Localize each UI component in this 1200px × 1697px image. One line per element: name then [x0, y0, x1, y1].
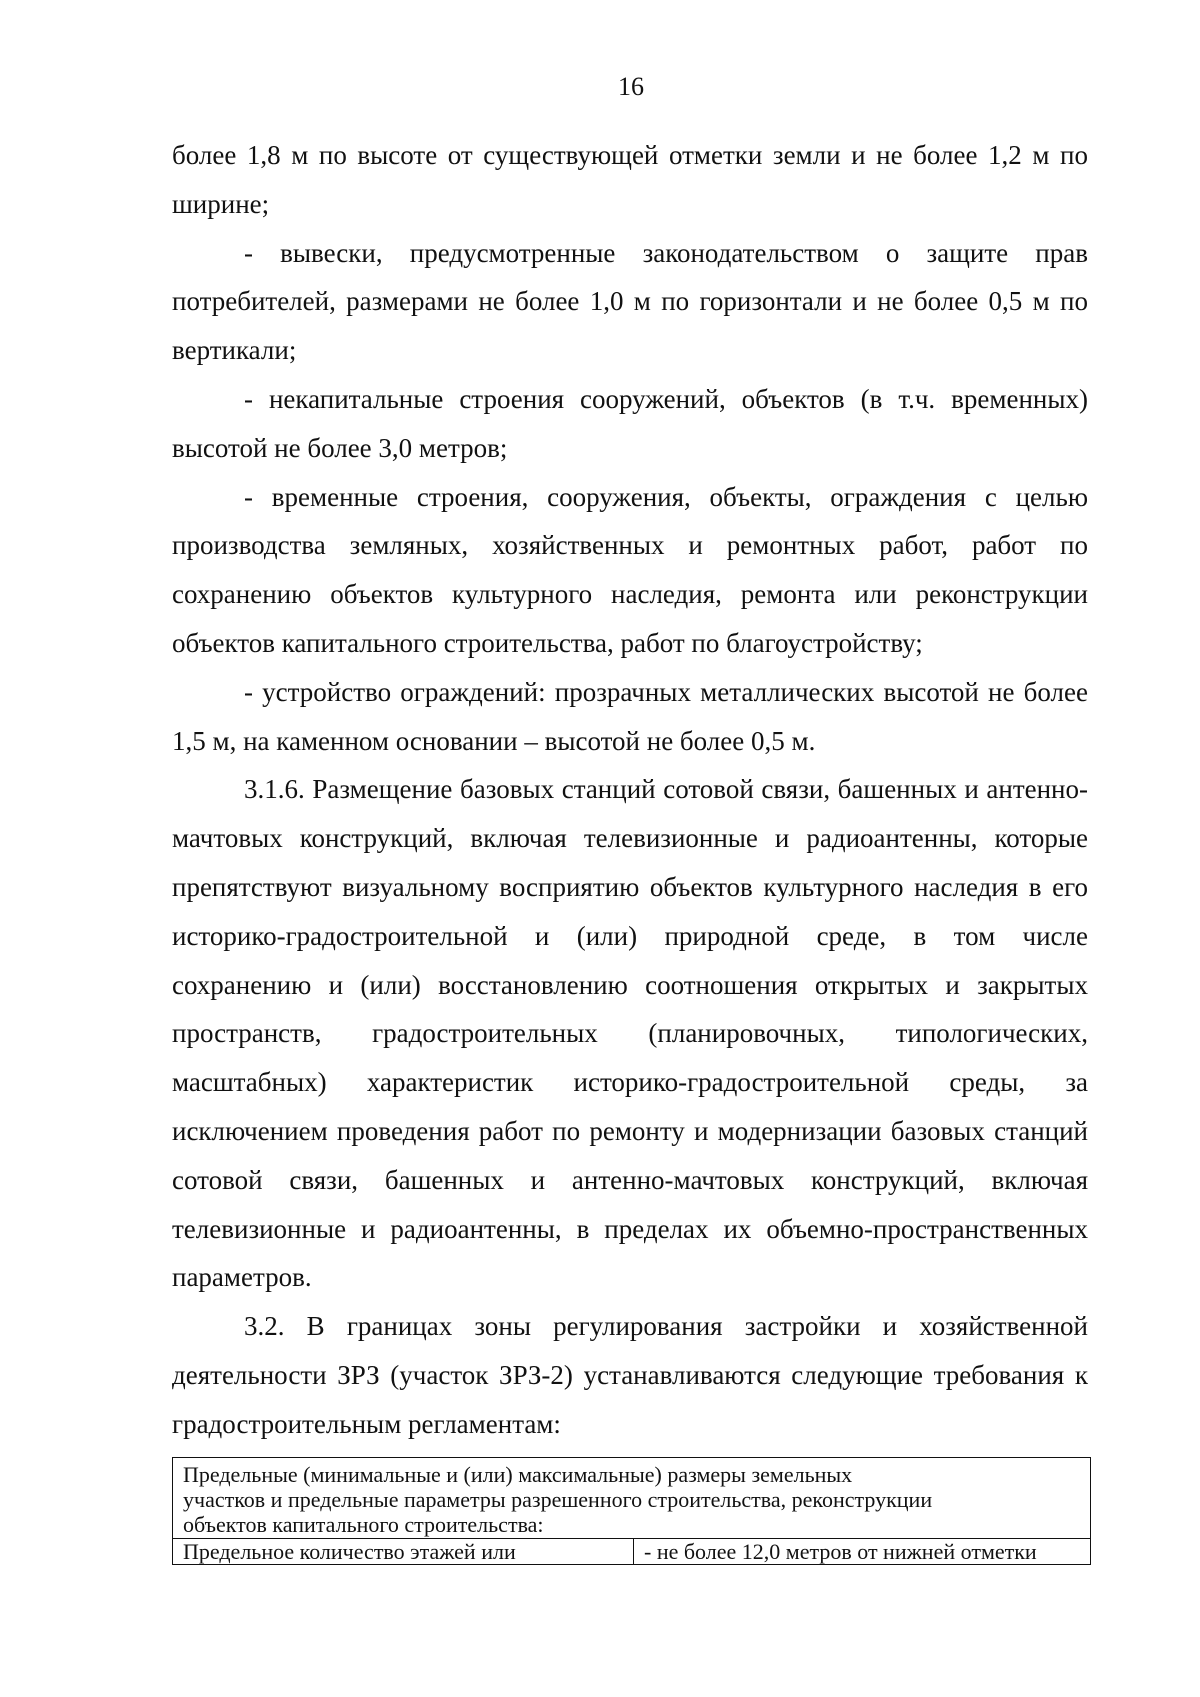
table-header-line: Предельные (минимальные и (или) максимальные) размеры земельных: [183, 1462, 853, 1487]
paragraph: - устройство ограждений: прозрачных металлических высотой не более 1,5 м, на каменном основании – высотой не более 0,5 м.: [172, 676, 1088, 756]
paragraph: - некапитальные строения сооружений, объектов (в т.ч. временных) высотой не более 3,0 метров;: [172, 383, 1088, 463]
paragraph: 3.1.6. Размещение базовых станций сотовой связи, башенных и антенно-мачтовых конструкций, включая телевизионные и радиоантенны, которые препятствуют визуальному восприятию объектов культурного наследия в его историко-градостроительной и (или) природной среде, в том числе сохранению и (или) восстановлению соотношения открытых и закрытых пространств, градостроительных (планировочных, типологических, масштабных) характеристик историко-градостроительной среды, за исключением проведения работ по ремонту и модернизации базовых станций сотовой связи, башенных и антенно-мачтовых конструкций, включая телевизионные и радиоантенны, в пределах их объемно-пространственных параметров.: [172, 774, 1088, 1293]
table-header-line: участков и предельные параметры разрешенного строительства, реконструкции: [183, 1487, 933, 1512]
table-cell-parameter: Предельное количество этажей или: [173, 1539, 634, 1565]
regulations-table: [172, 1457, 1091, 1565]
page-number: 16: [618, 72, 644, 101]
paragraph: - вывески, предусмотренные законодательством о защите прав потребителей, размерами не более 1,0 м по горизонтали и не более 0,5 м по вертикали;: [172, 237, 1088, 366]
table-header-row: [173, 1458, 1091, 1539]
table-header-cell: [173, 1458, 1091, 1539]
paragraph: - временные строения, сооружения, объекты, ограждения с целью производства земляных, хозяйственных и ремонтных работ, работ по сохранению объектов культурного наследия, ремонта или реконструкции объектов капитального строительства, работ по благоустройству;: [172, 481, 1088, 658]
paragraph: более 1,8 м по высоте от существующей отметки земли и не более 1,2 м по ширине;: [172, 140, 1088, 219]
table-row: [173, 1539, 1091, 1565]
document-body: [172, 131, 1088, 1449]
paragraph: 3.2. В границах зоны регулирования застройки и хозяйственной деятельности ЗРЗ (участок ЗРЗ-2) устанавливаются следующие требования к градостроительным регламентам:: [172, 1311, 1088, 1439]
table-cell-value: - не более 12,0 метров от нижней отметки: [634, 1539, 1091, 1565]
table-header-line: объектов капитального строительства:: [183, 1512, 544, 1537]
